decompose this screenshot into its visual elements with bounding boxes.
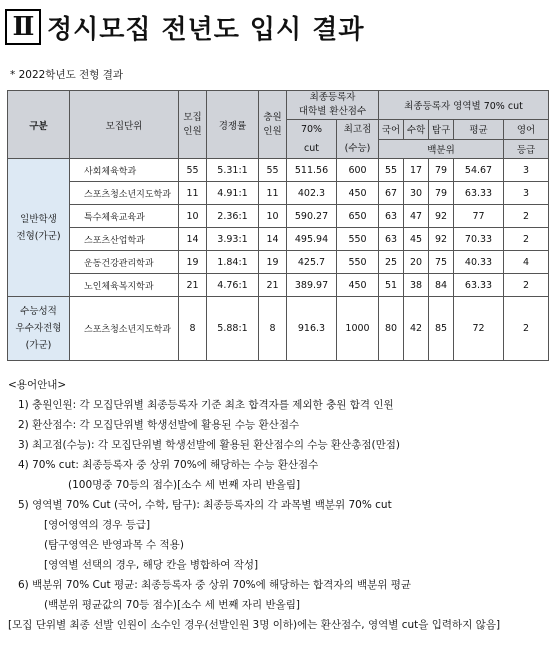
cell-math: 42	[404, 297, 429, 361]
cell-average: 77	[454, 205, 504, 228]
header-category: 구분	[8, 91, 70, 159]
cell-filled: 11	[259, 182, 287, 205]
header-final-score-group: 최종등록자 대학별 환산점수	[287, 91, 379, 120]
cell-unit: 스포츠청소년지도학과	[70, 297, 179, 361]
cell-quota: 14	[179, 228, 207, 251]
cell-unit: 운동건강관리학과	[70, 251, 179, 274]
cell-competition: 5.31:1	[207, 159, 259, 182]
note-subitem: (100명중 70등의 점수)[소수 세 번째 자리 반올림]	[68, 479, 301, 491]
cell-english: 2	[504, 205, 549, 228]
cell-filled: 8	[259, 297, 287, 361]
note-item: 5) 영역별 70% Cut (국어, 수학, 탐구): 최종등록자의 각 과목별 백분위 70% cut	[18, 499, 392, 511]
cell-korean: 51	[379, 274, 404, 297]
cell-cut70: 916.3	[287, 297, 337, 361]
cell-inquiry: 84	[429, 274, 454, 297]
cell-average: 70.33	[454, 228, 504, 251]
table-row	[8, 274, 549, 297]
header-area-group: 최종등록자 영역별 70% cut	[379, 91, 549, 120]
cell-filled: 10	[259, 205, 287, 228]
cell-inquiry: 92	[429, 205, 454, 228]
cell-unit: 사회체육학과	[70, 159, 179, 182]
cell-quota: 19	[179, 251, 207, 274]
cell-top: 1000	[337, 297, 379, 361]
section-number-box: Ⅱ	[5, 9, 41, 45]
note-item: 4) 70% cut: 최종등록자 중 상위 70%에 해당하는 수능 환산점수	[18, 459, 319, 471]
cell-korean: 55	[379, 159, 404, 182]
cell-top: 450	[337, 182, 379, 205]
header-english: 영어	[504, 120, 549, 140]
cell-competition: 1.84:1	[207, 251, 259, 274]
note-item: 1) 충원인원: 각 모집단위별 최종등록자 기준 최초 합격자를 제외한 충원 합격 인원	[18, 399, 394, 411]
note-subitem: (백분위 평균값의 70등 점수)[소수 세 번째 자리 반올림]	[44, 599, 300, 611]
cell-competition: 4.91:1	[207, 182, 259, 205]
cell-unit: 스포츠산업학과	[70, 228, 179, 251]
header-row-1	[8, 91, 549, 120]
notes-footer: [모집 단위별 최종 선발 인원이 소수인 경우(선발인원 3명 이하)에는 환산점수, 영역별 cut을 입력하지 않음]	[8, 619, 501, 631]
cell-competition: 2.36:1	[207, 205, 259, 228]
cell-english: 4	[504, 251, 549, 274]
header-filled: 충원 인원	[259, 91, 287, 159]
results-table	[7, 90, 549, 361]
cell-korean: 63	[379, 228, 404, 251]
header-english-grade: 등급	[504, 139, 549, 159]
cell-math: 20	[404, 251, 429, 274]
cell-english: 2	[504, 274, 549, 297]
table-subheading: * 2022학년도 전형 결과	[10, 69, 123, 81]
note-subitem: (탐구영역은 반영과목 수 적용)	[44, 539, 184, 551]
cell-top: 650	[337, 205, 379, 228]
page-title-text: 정시모집 전년도 입시 결과	[47, 14, 365, 45]
cell-top: 450	[337, 274, 379, 297]
cell-english: 3	[504, 182, 549, 205]
header-unit: 모집단위	[70, 91, 179, 159]
cell-english: 2	[504, 228, 549, 251]
cell-unit: 스포츠청소년지도학과	[70, 182, 179, 205]
cell-quota: 21	[179, 274, 207, 297]
cell-quota: 55	[179, 159, 207, 182]
cell-quota: 8	[179, 297, 207, 361]
group-general: 일반학생 전형(가군)	[8, 159, 70, 297]
notes-heading: <용어안내>	[8, 379, 67, 391]
cell-filled: 14	[259, 228, 287, 251]
cell-filled: 19	[259, 251, 287, 274]
header-quota: 모집 인원	[179, 91, 207, 159]
cell-top: 600	[337, 159, 379, 182]
terminology-notes	[8, 375, 548, 635]
cell-cut70: 389.97	[287, 274, 337, 297]
header-competition: 경쟁률	[207, 91, 259, 159]
cell-english: 2	[504, 297, 549, 361]
cell-inquiry: 79	[429, 159, 454, 182]
cell-average: 54.67	[454, 159, 504, 182]
cell-quota: 10	[179, 205, 207, 228]
table-row	[8, 182, 549, 205]
table-row	[8, 159, 549, 182]
table-row	[8, 205, 549, 228]
cell-korean: 63	[379, 205, 404, 228]
note-subitem: [영역별 선택의 경우, 해당 칸을 병합하여 작성]	[44, 559, 259, 571]
cell-competition: 5.88:1	[207, 297, 259, 361]
cell-unit: 노인체육복지학과	[70, 274, 179, 297]
table-row	[8, 297, 549, 361]
header-korean: 국어	[379, 120, 404, 140]
cell-cut70: 590.27	[287, 205, 337, 228]
cell-top: 550	[337, 228, 379, 251]
group-csat: 수능성적 우수자전형 (가군)	[8, 297, 70, 361]
cell-average: 40.33	[454, 251, 504, 274]
cell-cut70: 511.56	[287, 159, 337, 182]
note-item: 6) 백분위 70% Cut 평균: 최종등록자 중 상위 70%에 해당하는 합격자의 백분위 평균	[18, 579, 412, 591]
cell-english: 3	[504, 159, 549, 182]
cell-competition: 3.93:1	[207, 228, 259, 251]
page-title	[5, 5, 364, 49]
note-item: 2) 환산점수: 각 모집단위별 학생선발에 활용된 수능 환산점수	[18, 419, 300, 431]
header-inquiry: 탐구	[429, 120, 454, 140]
cell-inquiry: 79	[429, 182, 454, 205]
cell-average: 63.33	[454, 182, 504, 205]
cell-filled: 21	[259, 274, 287, 297]
cell-cut70: 402.3	[287, 182, 337, 205]
cell-inquiry: 85	[429, 297, 454, 361]
cell-inquiry: 92	[429, 228, 454, 251]
cell-average: 72	[454, 297, 504, 361]
cell-average: 63.33	[454, 274, 504, 297]
table-row	[8, 228, 549, 251]
cell-math: 38	[404, 274, 429, 297]
cell-korean: 25	[379, 251, 404, 274]
cell-cut70: 425.7	[287, 251, 337, 274]
header-cut70: 70% cut	[287, 120, 337, 159]
cell-unit: 특수체육교육과	[70, 205, 179, 228]
cell-korean: 67	[379, 182, 404, 205]
cell-math: 45	[404, 228, 429, 251]
cell-math: 17	[404, 159, 429, 182]
cell-math: 30	[404, 182, 429, 205]
cell-quota: 11	[179, 182, 207, 205]
cell-korean: 80	[379, 297, 404, 361]
header-average: 평균	[454, 120, 504, 140]
header-percentile: 백분위	[379, 139, 504, 159]
cell-cut70: 495.94	[287, 228, 337, 251]
note-item: 3) 최고점(수능): 각 모집단위별 학생선발에 활용된 환산점수의 수능 환산총점(만점)	[18, 439, 400, 451]
cell-inquiry: 75	[429, 251, 454, 274]
header-math: 수학	[404, 120, 429, 140]
cell-filled: 55	[259, 159, 287, 182]
header-top-score: 최고점 (수능)	[337, 120, 379, 159]
cell-competition: 4.76:1	[207, 274, 259, 297]
note-subitem: [영어영역의 경우 등급]	[44, 519, 151, 531]
cell-top: 550	[337, 251, 379, 274]
cell-math: 47	[404, 205, 429, 228]
table-row	[8, 251, 549, 274]
